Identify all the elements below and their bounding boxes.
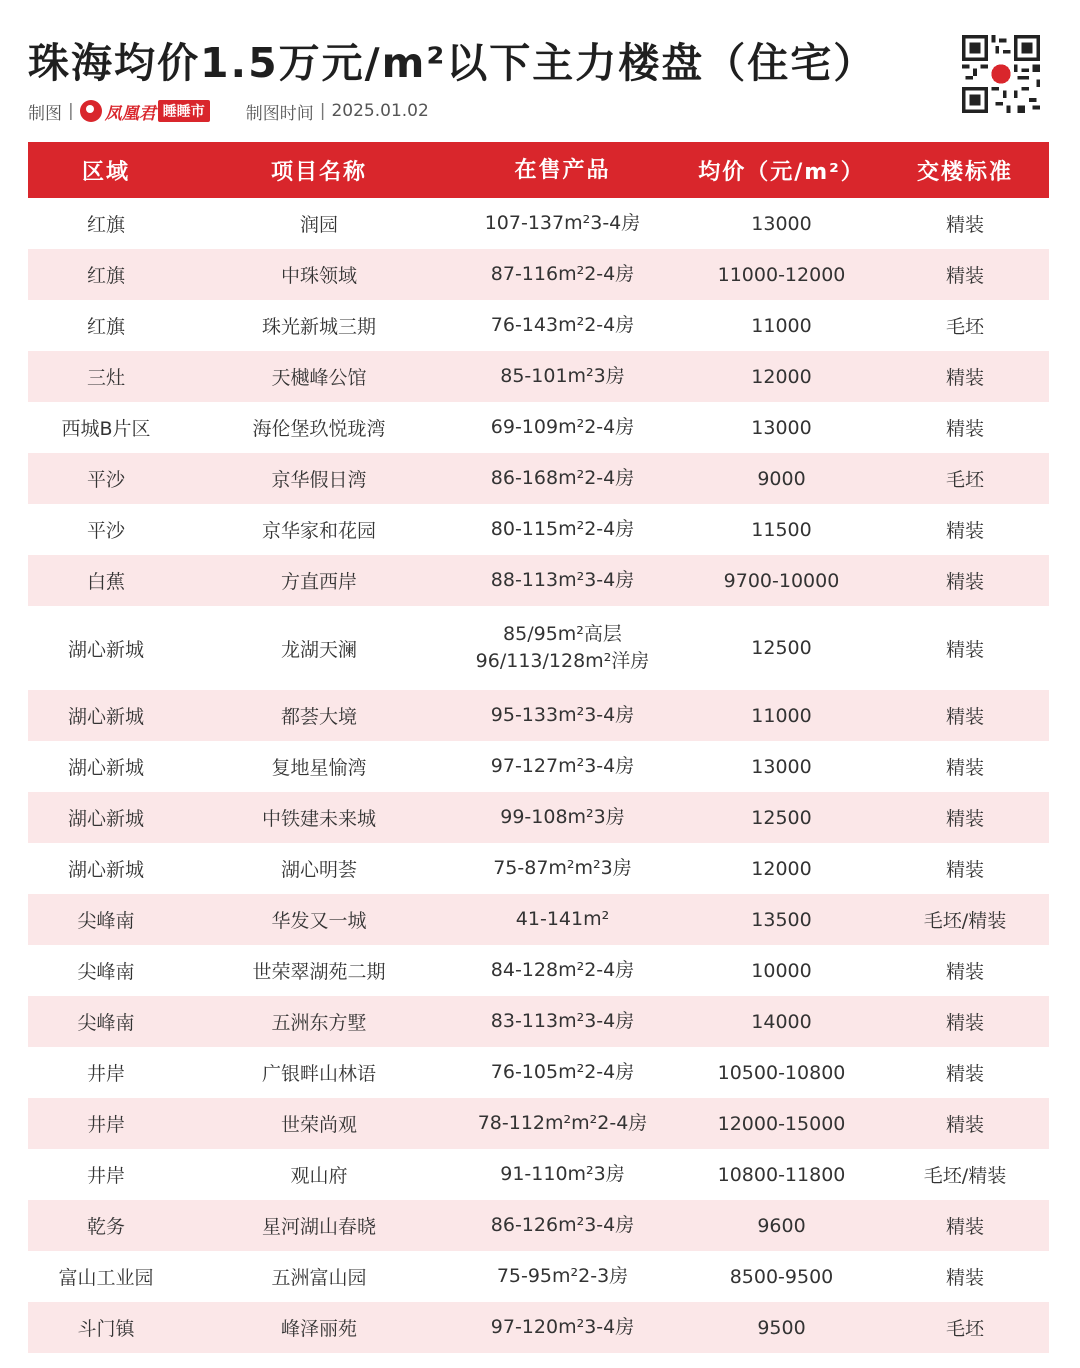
table-row: [28, 945, 1049, 996]
project-name-cell: 华发又一城: [271, 910, 367, 932]
standard-cell: 精装: [945, 808, 984, 830]
product-cell: 97-120m²3-4房: [490, 1316, 635, 1338]
project-name-cell: 都荟大境: [280, 706, 357, 728]
table-body: [28, 198, 1049, 1353]
price-cell: 12000: [751, 365, 812, 388]
area-cell: 三灶: [86, 367, 125, 389]
price-cell: 9000: [757, 467, 806, 490]
project-name-cell: 京华家和花园: [261, 520, 376, 542]
table-row: [28, 690, 1049, 741]
product-cell: 78-112m²m²2-4房: [477, 1112, 648, 1134]
standard-cell: 精装: [945, 859, 984, 881]
standard-cell: 精装: [945, 418, 984, 440]
project-name-cell: 峰泽丽苑: [280, 1318, 357, 1340]
project-name-cell: 龙湖天澜: [280, 638, 357, 661]
table-row: [28, 843, 1049, 894]
table-header: [28, 142, 1049, 198]
project-name-cell: 五洲东方墅: [271, 1012, 367, 1034]
table-row: [28, 504, 1049, 555]
project-name-cell: 中铁建未来城: [261, 808, 376, 830]
standard-cell: 精装: [945, 1063, 984, 1085]
product-cell: 91-110m²3房: [500, 1163, 625, 1185]
phoenix-logo-icon: [80, 100, 102, 122]
price-cell: 11000: [751, 314, 812, 337]
table-row: [28, 1149, 1049, 1200]
table-row: [28, 1302, 1049, 1353]
price-cell: 12500: [751, 637, 812, 659]
product-cell: 69-109m²2-4房: [490, 416, 635, 438]
table-row: [28, 996, 1049, 1047]
standard-cell: 精装: [945, 1012, 984, 1034]
standard-cell: 精装: [945, 638, 984, 661]
standard-cell: 精装: [945, 757, 984, 779]
standard-cell: 毛坯/精装: [923, 1165, 1007, 1187]
area-cell: 井岸: [86, 1114, 125, 1136]
product-cell: 88-113m²3-4房: [490, 569, 635, 591]
project-name-cell: 星河湖山春晓: [261, 1216, 376, 1238]
area-cell: 湖心新城: [67, 706, 144, 728]
project-name-cell: 天樾峰公馆: [271, 367, 367, 389]
table-row: [28, 198, 1049, 249]
page-title: 珠海均价1.5万元/m²以下主力楼盘（住宅）: [28, 39, 877, 87]
header: [0, 0, 1080, 142]
price-cell: 8500-9500: [729, 1265, 834, 1288]
area-cell: 湖心新城: [67, 638, 144, 661]
price-cell: 10500-10800: [717, 1061, 846, 1084]
brand-logo: [80, 99, 210, 124]
header-price: 均价（元/m²）: [698, 159, 865, 185]
table-row: [28, 606, 1049, 690]
table-row: [28, 249, 1049, 300]
table-row: [28, 351, 1049, 402]
product-cell: 99-108m²3房: [500, 806, 625, 828]
product-cell: 76-105m²2-4房: [490, 1061, 635, 1083]
table-row: [28, 402, 1049, 453]
header-product: 在售产品: [514, 157, 611, 183]
table-row: [28, 1098, 1049, 1149]
area-cell: 西城B片区: [61, 418, 151, 440]
price-cell: 12500: [751, 806, 812, 829]
product-line: 85/95m²高层: [503, 623, 622, 645]
product-cell: 75-87m²m²3房: [493, 857, 632, 879]
area-cell: 尖峰南: [77, 1012, 135, 1034]
header-standard: 交楼标准: [916, 159, 1013, 185]
project-name-cell: 复地星愉湾: [271, 757, 367, 779]
maker-label: 制图: [28, 103, 62, 124]
project-name-cell: 京华假日湾: [271, 469, 367, 491]
price-cell: 9700-10000: [723, 569, 840, 592]
product-cell: 87-116m²2-4房: [490, 263, 635, 285]
project-name-cell: 世荣翠湖苑二期: [252, 961, 386, 983]
standard-cell: 精装: [945, 520, 984, 542]
price-cell: 13000: [751, 212, 812, 235]
price-cell: 13500: [751, 908, 812, 931]
separator: |: [68, 101, 74, 121]
area-cell: 白蕉: [86, 571, 125, 593]
product-cell: 107-137m²3-4房: [484, 212, 641, 234]
product-cell: 86-126m²3-4房: [490, 1214, 635, 1236]
table-row: [28, 1251, 1049, 1302]
table-row: [28, 741, 1049, 792]
standard-cell: 精装: [945, 214, 984, 236]
separator: |: [319, 101, 326, 121]
product-cell: 95-133m²3-4房: [490, 704, 635, 726]
area-cell: 平沙: [86, 469, 125, 491]
table-row: [28, 1047, 1049, 1098]
project-name-cell: 五洲富山园: [271, 1267, 367, 1289]
standard-cell: 精装: [945, 961, 984, 983]
product-cell: 75-95m²2-3房: [496, 1265, 629, 1287]
area-cell: 尖峰南: [77, 961, 135, 983]
product-cell: 41-141m²: [515, 908, 610, 930]
table-row: [28, 894, 1049, 945]
price-cell: 10000: [751, 959, 812, 982]
table-row: [28, 453, 1049, 504]
product-cell: 84-128m²2-4房: [490, 959, 635, 981]
time-value: 2025.01.02: [331, 101, 429, 121]
area-cell: 斗门镇: [77, 1318, 135, 1340]
product-cell: [454, 621, 671, 675]
area-cell: 乾务: [86, 1216, 125, 1238]
price-cell: 12000: [751, 857, 812, 880]
area-cell: 富山工业园: [58, 1267, 154, 1289]
price-cell: 13000: [751, 416, 812, 439]
project-name-cell: 润园: [299, 214, 338, 236]
logo-text: 凤凰君: [104, 103, 156, 124]
price-cell: 12000-15000: [717, 1112, 846, 1135]
qr-code-icon: [962, 35, 1040, 113]
project-name-cell: 海伦堡玖悦珑湾: [252, 418, 386, 440]
area-cell: 平沙: [86, 520, 125, 542]
product-cell: 76-143m²2-4房: [490, 314, 635, 336]
product-cell: 85-101m²3房: [500, 365, 625, 387]
standard-cell: 精装: [945, 1114, 984, 1136]
standard-cell: 精装: [945, 367, 984, 389]
project-name-cell: 中珠领域: [280, 265, 357, 287]
area-cell: 井岸: [86, 1165, 125, 1187]
product-cell: 83-113m²3-4房: [490, 1010, 635, 1032]
header-area: 区域: [81, 159, 130, 185]
standard-cell: 毛坯/精装: [923, 910, 1007, 932]
price-cell: 13000: [751, 755, 812, 778]
project-name-cell: 珠光新城三期: [261, 316, 376, 338]
price-cell: 11000: [751, 704, 812, 727]
area-cell: 尖峰南: [77, 910, 135, 932]
price-table: [28, 142, 1049, 1353]
area-cell: 井岸: [86, 1063, 125, 1085]
price-cell: 9600: [757, 1214, 806, 1237]
area-cell: 红旗: [86, 214, 125, 236]
header-project: 项目名称: [270, 159, 367, 185]
table-row: [28, 792, 1049, 843]
logo-tag: 睡睡市: [158, 100, 210, 122]
area-cell: 湖心新城: [67, 808, 144, 830]
product-line: 96/113/128m²洋房: [475, 650, 650, 672]
area-cell: 红旗: [86, 316, 125, 338]
credit-line: [28, 98, 429, 124]
project-name-cell: 世荣尚观: [280, 1114, 357, 1136]
standard-cell: 精装: [945, 706, 984, 728]
product-cell: 97-127m²3-4房: [490, 755, 635, 777]
project-name-cell: 方直西岸: [280, 571, 357, 593]
standard-cell: 精装: [945, 571, 984, 593]
price-cell: 9500: [757, 1316, 806, 1339]
standard-cell: 精装: [945, 1267, 984, 1289]
time-label: 制图时间: [245, 103, 314, 124]
price-cell: 10800-11800: [717, 1163, 846, 1186]
standard-cell: 毛坯: [945, 469, 984, 491]
product-cell: 80-115m²2-4房: [490, 518, 635, 540]
price-cell: 11000-12000: [717, 263, 846, 286]
price-cell: 11500: [751, 518, 812, 541]
product-cell: 86-168m²2-4房: [490, 467, 635, 489]
standard-cell: 毛坯: [945, 316, 984, 338]
area-cell: 红旗: [86, 265, 125, 287]
table-row: [28, 555, 1049, 606]
area-cell: 湖心新城: [67, 859, 144, 881]
standard-cell: 精装: [945, 1216, 984, 1238]
project-name-cell: 观山府: [290, 1165, 348, 1187]
area-cell: 湖心新城: [67, 757, 144, 779]
price-cell: 14000: [751, 1010, 812, 1033]
table-row: [28, 300, 1049, 351]
standard-cell: 精装: [945, 265, 984, 287]
standard-cell: 毛坯: [945, 1318, 984, 1340]
project-name-cell: 广银畔山林语: [261, 1063, 376, 1085]
project-name-cell: 湖心明荟: [280, 859, 357, 881]
table-row: [28, 1200, 1049, 1251]
